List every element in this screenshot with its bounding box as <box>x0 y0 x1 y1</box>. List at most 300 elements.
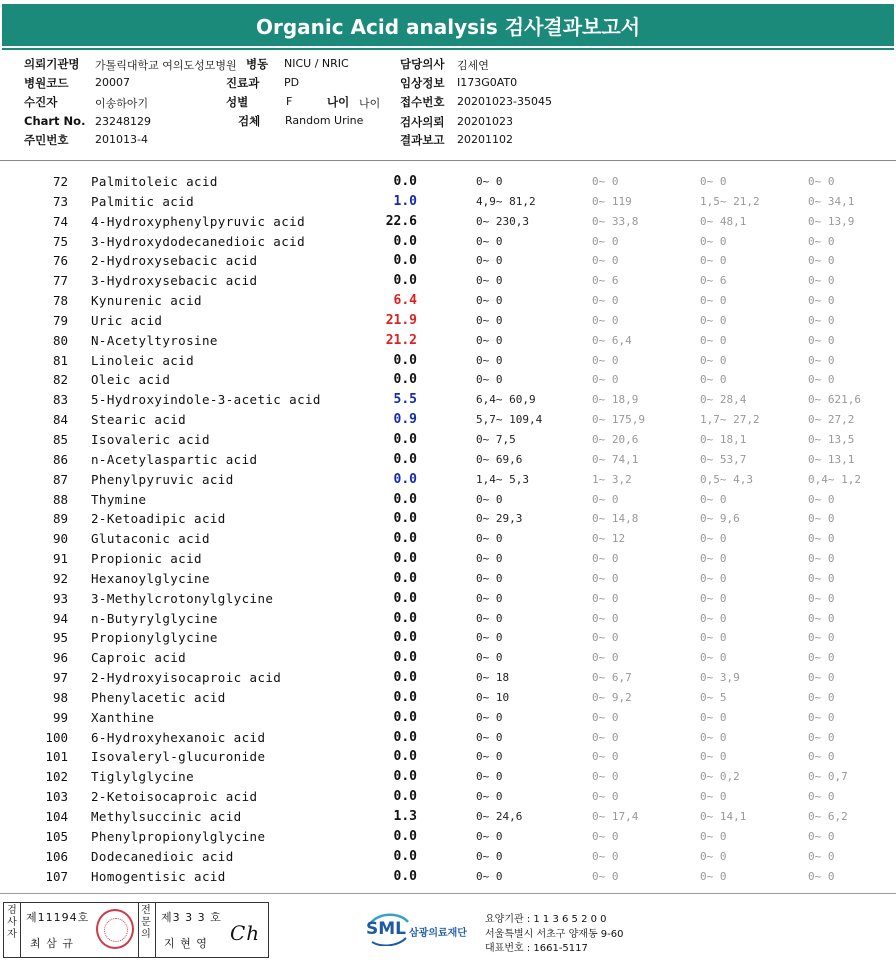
analyte-name: Thymine <box>91 491 147 507</box>
request-date-value: 20201023 <box>457 115 513 128</box>
report-date-value: 20201102 <box>457 133 513 146</box>
result-value: 0.0 <box>393 670 417 686</box>
reference-range-3: 0~ 5 <box>700 690 727 704</box>
reference-range-1: 0~ 10 <box>476 690 510 704</box>
reference-range-3: 0~ 0 <box>700 552 727 566</box>
result-row <box>0 351 896 371</box>
reference-range-4: 0~ 0 <box>808 254 835 268</box>
reference-range-3: 0~ 0 <box>700 651 727 665</box>
reference-range-3: 0~ 0 <box>700 353 727 367</box>
result-value: 0.0 <box>393 471 417 487</box>
reference-range-4: 0~ 0 <box>808 710 835 724</box>
reference-range-4: 0~ 0 <box>808 175 835 188</box>
receipt-no-value: 20201023-35045 <box>457 95 552 108</box>
tester-name: 최 삼 규 <box>30 937 74 950</box>
result-value: 6.4 <box>393 293 417 309</box>
results-table <box>0 172 896 886</box>
reference-range-2: 0~ 6 <box>592 274 619 288</box>
result-value: 0.0 <box>393 709 417 725</box>
analyte-name: Propionylglycine <box>91 630 218 646</box>
reference-range-4: 0~ 0 <box>808 333 835 347</box>
result-number: 77 <box>52 273 68 289</box>
reference-range-2: 0~ 0 <box>592 651 619 665</box>
result-number: 101 <box>45 749 68 765</box>
result-value: 0.0 <box>393 570 417 586</box>
reference-range-3: 0~ 9,6 <box>700 512 740 526</box>
result-number: 91 <box>52 551 68 567</box>
clinical-info-value: I173G0AT0 <box>457 76 518 89</box>
analyte-name: Isovaleryl-glucuronide <box>91 749 266 765</box>
result-value: 0.0 <box>393 431 417 447</box>
result-row <box>0 867 896 887</box>
reference-range-1: 0~ 0 <box>476 274 503 288</box>
reference-range-1: 0~ 69,6 <box>476 452 523 466</box>
reference-range-2: 0~ 119 <box>592 194 632 208</box>
reference-range-1: 0~ 7,5 <box>476 432 516 446</box>
reference-range-4: 0~ 0 <box>808 611 835 625</box>
reference-range-2: 0~ 20,6 <box>592 432 639 446</box>
foundation-name: 삼광의료재단 <box>409 928 467 939</box>
reference-range-1: 0~ 0 <box>476 829 503 843</box>
reference-range-3: 0~ 0 <box>700 175 727 188</box>
result-number: 102 <box>45 769 68 785</box>
result-value: 0.0 <box>393 491 417 507</box>
reference-range-2: 0~ 17,4 <box>592 810 639 823</box>
analyte-name: Dodecanedioic acid <box>91 848 234 864</box>
reference-range-4: 0,4~ 1,2 <box>808 472 861 486</box>
reference-range-1: 0~ 0 <box>476 353 503 367</box>
analyte-name: Palmitoleic acid <box>91 174 218 189</box>
result-row <box>0 807 896 827</box>
result-row <box>0 529 896 549</box>
reference-range-2: 0~ 0 <box>592 254 619 268</box>
result-value: 0.0 <box>393 352 417 368</box>
age-label: 나이 <box>327 95 350 109</box>
result-number: 75 <box>52 233 68 249</box>
reference-range-2: 0~ 0 <box>592 313 619 327</box>
reference-range-3: 0~ 0 <box>700 492 727 506</box>
reference-range-1: 0~ 0 <box>476 313 503 327</box>
reference-range-4: 0~ 0 <box>808 730 835 744</box>
clinical-info-label: 임상정보 <box>400 76 445 90</box>
result-value: 21.2 <box>385 332 417 348</box>
result-number: 97 <box>52 670 68 686</box>
result-row <box>0 370 896 390</box>
reference-range-4: 0~ 0 <box>808 313 835 327</box>
reference-range-2: 0~ 6,7 <box>592 671 632 685</box>
result-number: 94 <box>52 610 68 626</box>
reference-range-3: 0~ 6 <box>700 274 727 288</box>
result-row <box>0 450 896 470</box>
reference-range-2: 0~ 33,8 <box>592 214 639 228</box>
result-number: 83 <box>52 392 68 408</box>
result-row <box>0 311 896 331</box>
analyte-name: Phenylpyruvic acid <box>91 471 234 487</box>
result-row <box>0 430 896 450</box>
reference-range-3: 0~ 28,4 <box>700 393 747 407</box>
reference-range-3: 0~ 0 <box>700 829 727 843</box>
sex-label: 성별 <box>226 95 249 109</box>
analyte-name: Oleic acid <box>91 372 171 388</box>
reference-range-1: 1,4~ 5,3 <box>476 472 529 486</box>
result-row <box>0 628 896 648</box>
reference-range-3: 0~ 0 <box>700 591 727 605</box>
result-value: 0.0 <box>393 531 417 547</box>
result-number: 93 <box>52 590 68 606</box>
result-row <box>0 172 896 192</box>
reference-range-4: 0~ 0 <box>808 869 835 883</box>
reference-range-4: 0~ 0 <box>808 234 835 248</box>
reference-range-2: 0~ 0 <box>592 770 619 784</box>
doctor-value: 김세연 <box>457 59 489 72</box>
reference-range-4: 0~ 0 <box>808 671 835 685</box>
reference-range-4: 0~ 0 <box>808 591 835 605</box>
result-row <box>0 668 896 688</box>
analyte-name: Isovaleric acid <box>91 431 210 447</box>
analyte-name: N-Acetyltyrosine <box>91 332 218 348</box>
result-value: 0.0 <box>393 789 417 805</box>
specimen-value: Random Urine <box>285 114 364 127</box>
result-row <box>0 827 896 847</box>
analyte-name: Phenylacetic acid <box>91 689 226 705</box>
request-date-label: 검사의뢰 <box>400 115 445 129</box>
reference-range-1: 0~ 0 <box>476 571 503 585</box>
reference-range-3: 0~ 0 <box>700 571 727 585</box>
reference-range-2: 0~ 0 <box>592 234 619 248</box>
reference-range-3: 0~ 0 <box>700 631 727 645</box>
reference-range-2: 0~ 0 <box>592 571 619 585</box>
reference-range-1: 0~ 0 <box>476 631 503 645</box>
result-row <box>0 291 896 311</box>
hospital-code-label: 병원코드 <box>24 76 69 90</box>
reference-range-4: 0~ 13,5 <box>808 432 855 446</box>
result-number: 96 <box>52 650 68 666</box>
tester-license: 제11194호 <box>26 911 90 924</box>
reference-range-3: 0~ 0 <box>700 373 727 387</box>
reference-range-2: 0~ 0 <box>592 750 619 764</box>
result-number: 86 <box>52 451 68 467</box>
analyte-name: Methylsuccinic acid <box>91 809 242 824</box>
reference-range-3: 0~ 3,9 <box>700 671 740 685</box>
result-number: 72 <box>52 174 68 189</box>
reference-range-4: 0~ 0 <box>808 552 835 566</box>
reference-range-4: 0~ 13,1 <box>808 452 855 466</box>
analyte-name: Phenylpropionylglycine <box>91 828 266 844</box>
reference-range-4: 0~ 0 <box>808 690 835 704</box>
reference-range-1: 6,4~ 60,9 <box>476 393 536 407</box>
reference-range-1: 0~ 0 <box>476 730 503 744</box>
report-title: Organic Acid analysis 검사결과보고서 <box>255 14 641 39</box>
reference-range-4: 0~ 0 <box>808 492 835 506</box>
chart-no-label: Chart No. <box>24 114 86 128</box>
reference-range-1: 0~ 0 <box>476 492 503 506</box>
analyte-name: Uric acid <box>91 312 163 328</box>
reference-range-2: 0~ 0 <box>592 869 619 883</box>
reference-range-1: 0~ 24,6 <box>476 810 523 823</box>
reference-range-3: 0~ 53,7 <box>700 452 747 466</box>
approver-label: 전 문 의 <box>141 905 151 940</box>
reference-range-4: 0~ 0 <box>808 373 835 387</box>
reference-range-3: 0~ 0 <box>700 611 727 625</box>
result-row <box>0 232 896 252</box>
analyte-name: 3-Methylcrotonylglycine <box>91 590 274 606</box>
result-row <box>0 688 896 708</box>
reference-range-1: 0~ 0 <box>476 234 503 248</box>
department-value: PD <box>284 76 300 89</box>
reference-range-4: 0~ 0 <box>808 571 835 585</box>
reference-range-4: 0~ 0 <box>808 512 835 526</box>
result-number: 74 <box>52 213 68 229</box>
result-number: 90 <box>52 531 68 547</box>
reference-range-2: 0~ 0 <box>592 730 619 744</box>
result-row <box>0 251 896 271</box>
reference-range-3: 0~ 0 <box>700 730 727 744</box>
result-value: 0.0 <box>393 848 417 864</box>
result-value: 0.0 <box>393 273 417 289</box>
reference-range-1: 5,7~ 109,4 <box>476 413 543 427</box>
result-row <box>0 569 896 589</box>
signature-divider <box>20 903 21 957</box>
reference-range-4: 0~ 0 <box>808 532 835 546</box>
result-number: 106 <box>45 848 68 864</box>
reference-range-1: 0~ 0 <box>476 710 503 724</box>
result-row <box>0 787 896 807</box>
reference-range-4: 0~ 0 <box>808 829 835 843</box>
analyte-name: Linoleic acid <box>91 352 195 368</box>
result-number: 92 <box>52 570 68 586</box>
reference-range-4: 0~ 621,6 <box>808 393 861 407</box>
result-value: 5.5 <box>393 392 417 408</box>
result-number: 105 <box>45 828 68 844</box>
result-value: 1.3 <box>393 809 417 824</box>
result-value: 0.0 <box>393 590 417 606</box>
title-divider <box>2 48 894 50</box>
result-value: 0.0 <box>393 868 417 884</box>
result-row <box>0 192 896 212</box>
result-value: 21.9 <box>385 312 417 328</box>
result-number: 107 <box>45 868 68 884</box>
result-number: 87 <box>52 471 68 487</box>
analyte-name: Kynurenic acid <box>91 293 202 309</box>
reference-range-3: 0~ 48,1 <box>700 214 747 228</box>
reference-range-4: 0~ 0 <box>808 790 835 804</box>
analyte-name: n-Acetylaspartic acid <box>91 451 258 467</box>
result-row <box>0 331 896 351</box>
analyte-name: 5-Hydroxyindole-3-acetic acid <box>91 392 321 408</box>
reference-range-1: 0~ 0 <box>476 333 503 347</box>
analyte-name: Stearic acid <box>91 412 187 428</box>
result-row <box>0 509 896 529</box>
analyte-name: 3-Hydroxysebacic acid <box>91 273 258 289</box>
result-row <box>0 847 896 867</box>
analyte-name: Xanthine <box>91 709 155 725</box>
reference-range-3: 0~ 0 <box>700 710 727 724</box>
institution-label: 의뢰기관명 <box>24 57 80 71</box>
result-value: 0.0 <box>393 233 417 249</box>
reference-range-4: 0~ 34,1 <box>808 194 855 208</box>
result-number: 100 <box>45 729 68 745</box>
signature-divider <box>155 903 156 957</box>
reference-range-2: 0~ 0 <box>592 790 619 804</box>
analyte-name: 2-Hydroxysebacic acid <box>91 253 258 269</box>
result-number: 99 <box>52 709 68 725</box>
result-value: 0.0 <box>393 511 417 527</box>
result-value: 0.0 <box>393 650 417 666</box>
result-row <box>0 271 896 291</box>
reference-range-1: 0~ 0 <box>476 294 503 308</box>
reference-range-3: 0~ 18,1 <box>700 432 747 446</box>
reference-range-1: 0~ 0 <box>476 254 503 268</box>
reference-range-3: 0~ 0 <box>700 313 727 327</box>
result-value: 0.0 <box>393 689 417 705</box>
result-row <box>0 728 896 748</box>
reference-range-2: 0~ 0 <box>592 849 619 863</box>
result-value: 0.0 <box>393 174 417 189</box>
reference-range-2: 1~ 3,2 <box>592 472 632 486</box>
resident-no-value: 201013-4 <box>95 133 148 146</box>
reference-range-3: 0~ 0 <box>700 333 727 347</box>
reference-range-2: 0~ 14,8 <box>592 512 639 526</box>
result-number: 80 <box>52 332 68 348</box>
patient-label: 수진자 <box>24 95 58 109</box>
result-number: 98 <box>52 689 68 705</box>
approver-license: 제3 3 3 호 <box>161 911 222 924</box>
reference-range-1: 0~ 0 <box>476 175 503 188</box>
approver-signature: Ch <box>230 921 261 945</box>
reference-range-2: 0~ 0 <box>592 611 619 625</box>
result-number: 78 <box>52 293 68 309</box>
header-divider <box>0 160 896 161</box>
reference-range-1: 0~ 0 <box>476 869 503 883</box>
reference-range-4: 0~ 13,9 <box>808 214 855 228</box>
reference-range-3: 0~ 0 <box>700 294 727 308</box>
reference-range-1: 4,9~ 81,2 <box>476 194 536 208</box>
result-row <box>0 470 896 490</box>
footer-divider <box>0 893 896 894</box>
reference-range-4: 0~ 6,2 <box>808 810 848 823</box>
result-number: 73 <box>52 193 68 209</box>
reference-range-2: 0~ 0 <box>592 631 619 645</box>
result-row <box>0 212 896 232</box>
reference-range-4: 0~ 0 <box>808 651 835 665</box>
reference-range-1: 0~ 0 <box>476 611 503 625</box>
reference-range-2: 0~ 6,4 <box>592 333 632 347</box>
reference-range-4: 0~ 0 <box>808 849 835 863</box>
reference-range-4: 0~ 0,7 <box>808 770 848 784</box>
reference-range-2: 0~ 0 <box>592 829 619 843</box>
result-number: 76 <box>52 253 68 269</box>
analyte-name: 6-Hydroxyhexanoic acid <box>91 729 266 745</box>
institution-number: 요양기관 : 1 1 3 6 5 2 0 0 <box>485 914 607 925</box>
reference-range-1: 0~ 0 <box>476 532 503 546</box>
analyte-name: 2-Ketoisocaproic acid <box>91 789 258 805</box>
reference-range-1: 0~ 0 <box>476 750 503 764</box>
doctor-label: 담당의사 <box>400 57 445 71</box>
reference-range-3: 1,7~ 27,2 <box>700 413 760 427</box>
result-number: 81 <box>52 352 68 368</box>
result-value: 0.0 <box>393 749 417 765</box>
sml-logo-text: SML <box>366 919 406 939</box>
reference-range-1: 0~ 230,3 <box>476 214 529 228</box>
hospital-code-value: 20007 <box>95 76 130 89</box>
reference-range-1: 0~ 29,3 <box>476 512 523 526</box>
result-number: 103 <box>45 789 68 805</box>
ward-value: NICU / NRIC <box>284 57 349 70</box>
report-date-label: 결과보고 <box>400 133 445 147</box>
patient-info-header <box>0 52 896 152</box>
receipt-no-label: 접수번호 <box>400 95 445 109</box>
reference-range-2: 0~ 0 <box>592 294 619 308</box>
result-value: 0.0 <box>393 610 417 626</box>
patient-value: 이송하아기 <box>95 97 149 110</box>
reference-range-1: 0~ 0 <box>476 770 503 784</box>
department-label: 진료과 <box>226 76 260 90</box>
analyte-name: 4-Hydroxyphenylpyruvic acid <box>91 213 305 229</box>
result-number: 79 <box>52 312 68 328</box>
reference-range-3: 0~ 0 <box>700 254 727 268</box>
result-value: 0.9 <box>393 412 417 428</box>
reference-range-4: 0~ 0 <box>808 294 835 308</box>
reference-range-3: 0~ 0 <box>700 532 727 546</box>
result-number: 85 <box>52 431 68 447</box>
result-value: 0.0 <box>393 372 417 388</box>
sex-value: F <box>286 95 293 108</box>
result-number: 84 <box>52 412 68 428</box>
result-row <box>0 648 896 668</box>
result-row <box>0 549 896 569</box>
result-row <box>0 410 896 430</box>
reference-range-2: 0~ 0 <box>592 373 619 387</box>
result-number: 88 <box>52 491 68 507</box>
tester-seal-icon <box>96 909 134 949</box>
reference-range-3: 0~ 0,2 <box>700 770 740 784</box>
reference-range-4: 0~ 0 <box>808 631 835 645</box>
reference-range-3: 1,5~ 21,2 <box>700 194 760 208</box>
institution-value: 가톨릭대학교 여의도성모병원 <box>95 59 237 72</box>
signature-box <box>3 902 269 958</box>
reference-range-1: 0~ 18 <box>476 671 510 685</box>
reference-range-1: 0~ 0 <box>476 591 503 605</box>
reference-range-2: 0~ 9,2 <box>592 690 632 704</box>
result-row <box>0 708 896 728</box>
ward-label: 병동 <box>246 57 269 71</box>
analyte-name: Palmitic acid <box>91 193 195 209</box>
analyte-name: 2-Hydroxyisocaproic acid <box>91 670 282 686</box>
analyte-name: n-Butyrylglycine <box>91 610 218 626</box>
reference-range-2: 0~ 0 <box>592 552 619 566</box>
result-value: 0.0 <box>393 253 417 269</box>
reference-range-2: 0~ 0 <box>592 710 619 724</box>
reference-range-1: 0~ 0 <box>476 849 503 863</box>
result-row <box>0 747 896 767</box>
result-value: 0.0 <box>393 828 417 844</box>
reference-range-3: 0~ 0 <box>700 750 727 764</box>
analyte-name: 3-Hydroxydodecanedioic acid <box>91 233 305 249</box>
result-row <box>0 767 896 787</box>
reference-range-3: 0,5~ 4,3 <box>700 472 753 486</box>
reference-range-2: 0~ 74,1 <box>592 452 639 466</box>
analyte-name: Glutaconic acid <box>91 531 210 547</box>
tester-label: 검 사 자 <box>7 905 17 940</box>
result-value: 22.6 <box>385 213 417 229</box>
resident-no-label: 주민번호 <box>24 133 69 147</box>
analyte-name: 2-Ketoadipic acid <box>91 511 226 527</box>
result-number: 104 <box>45 809 68 824</box>
reference-range-2: 0~ 0 <box>592 591 619 605</box>
result-row <box>0 490 896 510</box>
result-number: 82 <box>52 372 68 388</box>
result-number: 89 <box>52 511 68 527</box>
